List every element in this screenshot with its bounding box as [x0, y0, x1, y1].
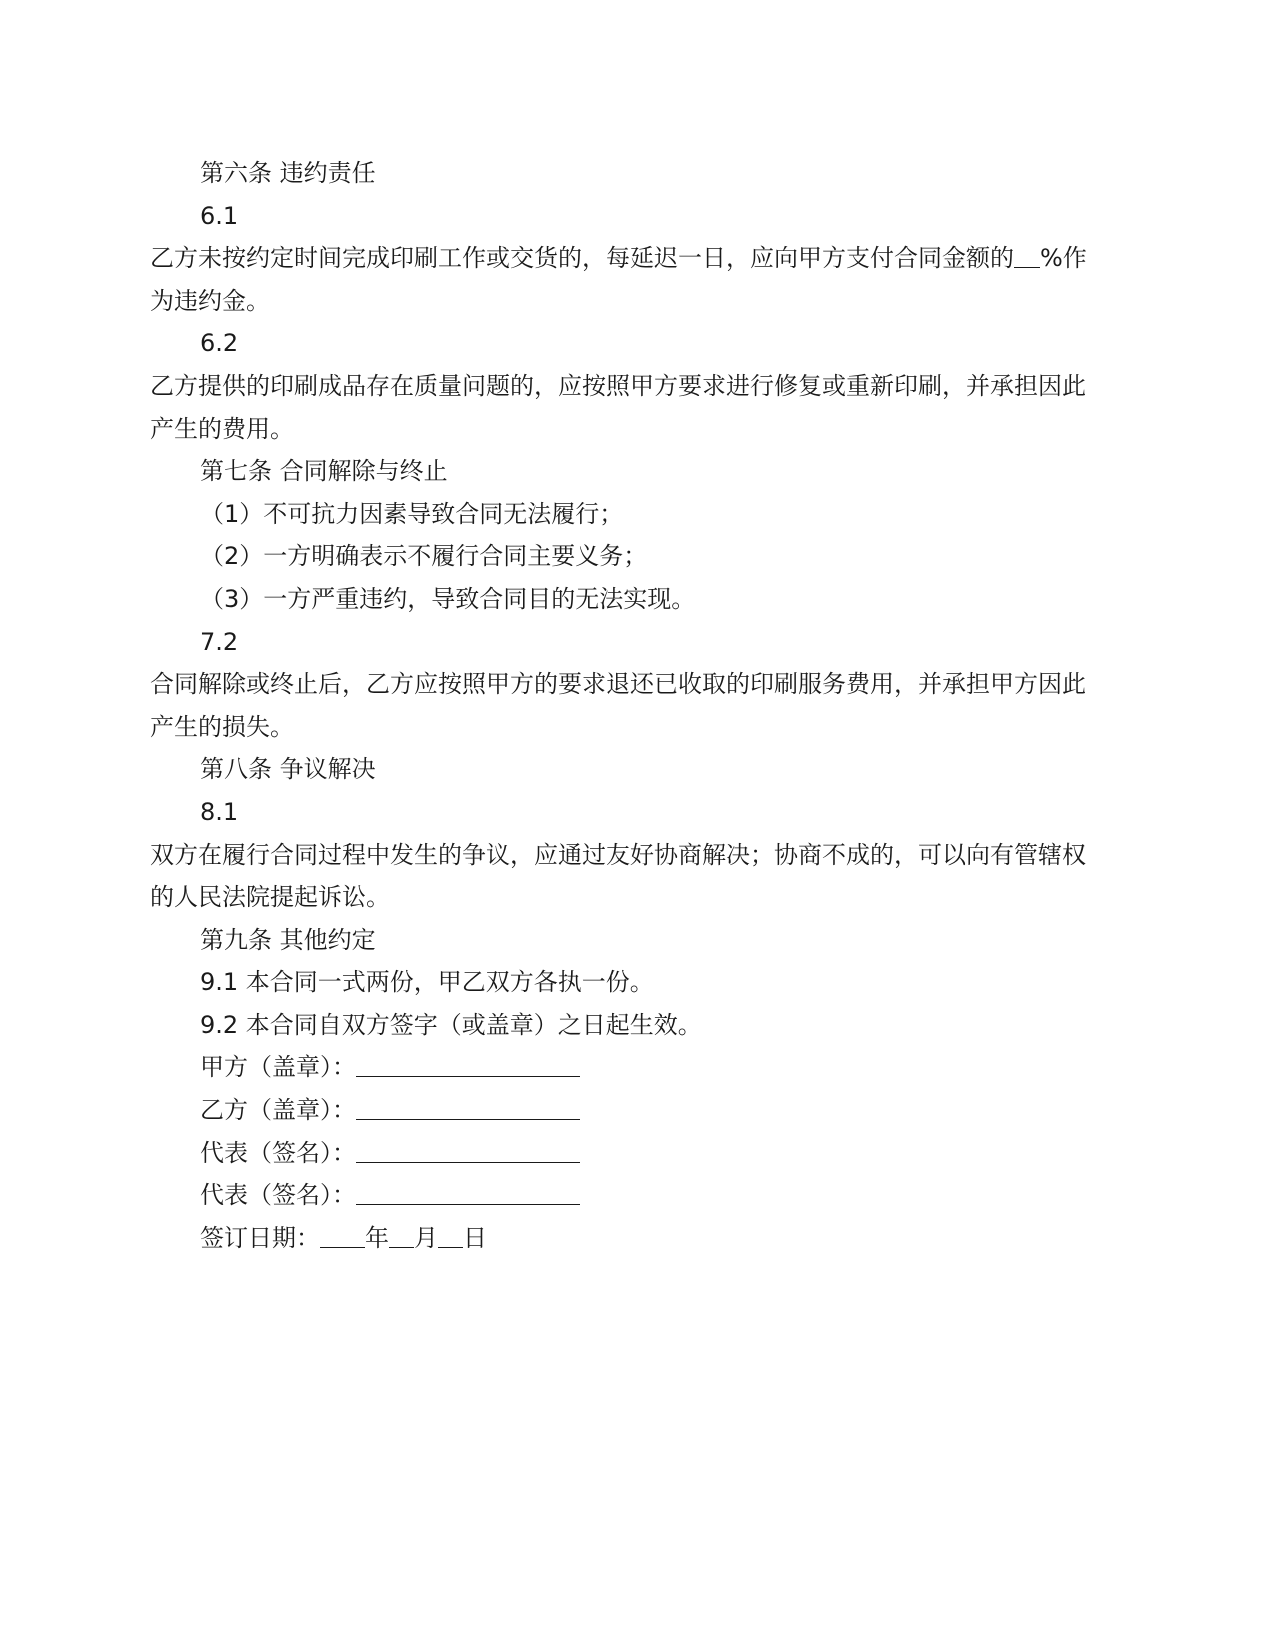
clause-7-2-text-line1: 合同解除或终止后，乙方应按照甲方的要求退还已收取的印刷服务费用，并承担甲方因此 — [150, 670, 1086, 699]
clause-7-item3: （3）一方严重违约，导致合同目的无法实现。 — [200, 584, 696, 613]
rep-a-sign-label: 代表（签名）： — [200, 1138, 356, 1167]
clause-6-2-number: 6.2 — [200, 329, 239, 358]
clause-6-1-text-line1 — [150, 237, 1130, 280]
clause-6-1-text-a: 乙方未按约定时间完成印刷工作或交货的，每延迟一日，应向甲方支付合同金额的 — [150, 244, 1014, 273]
clause-6-1-number: 6.1 — [200, 201, 239, 230]
party-b-seal-line — [150, 1089, 1130, 1132]
party-b-seal-blank — [356, 1119, 580, 1120]
clause-6-2-text-line1: 乙方提供的印刷成品存在质量问题的，应按照甲方要求进行修复或重新印刷，并承担因此 — [150, 371, 1086, 400]
rep-a-sign-blank — [356, 1162, 580, 1163]
year-label: 年 — [365, 1223, 389, 1252]
sign-date-label: 签订日期： — [200, 1223, 320, 1252]
clause-7-2-text-line2: 产生的损失。 — [150, 712, 294, 741]
clause-7-item2: （2）一方明确表示不履行合同主要义务； — [200, 542, 648, 571]
day-blank — [438, 1247, 463, 1248]
clause-7-item1: （1）不可抗力因素导致合同无法履行； — [200, 499, 624, 528]
rep-b-sign-blank — [356, 1204, 580, 1205]
party-a-seal-line — [150, 1046, 1130, 1089]
sign-date-line — [150, 1217, 1130, 1260]
party-b-seal-label: 乙方（盖章）： — [200, 1096, 356, 1125]
clause-9-1: 9.1 本合同一式两份，甲乙双方各执一份。 — [200, 968, 654, 997]
clause-9-2: 9.2 本合同自双方签字（或盖章）之日起生效。 — [200, 1010, 702, 1039]
month-label: 月 — [414, 1223, 438, 1252]
percent-blank — [1014, 267, 1040, 268]
party-a-seal-blank — [356, 1076, 580, 1077]
clause-6-2-text-line2: 产生的费用。 — [150, 414, 294, 443]
clause-8-1-text-line2: 的人民法院提起诉讼。 — [150, 883, 390, 912]
clause-6-1-text-b: %作 — [1040, 244, 1087, 273]
clause-8-1-number: 8.1 — [200, 797, 239, 826]
rep-a-sign-line — [150, 1132, 1130, 1175]
clause-7-2-number: 7.2 — [200, 627, 239, 656]
clause-8-1-text-line1: 双方在履行合同过程中发生的争议，应通过友好协商解决；协商不成的，可以向有管辖权 — [150, 840, 1086, 869]
month-blank — [389, 1247, 414, 1248]
clause-6-1-text-line2: 为违约金。 — [150, 286, 270, 315]
party-a-seal-label: 甲方（盖章）： — [200, 1053, 356, 1082]
contract-body — [150, 152, 1130, 1259]
rep-b-sign-label: 代表（签名）： — [200, 1181, 356, 1210]
year-blank — [320, 1247, 365, 1248]
rep-b-sign-line — [150, 1174, 1130, 1217]
article8-title: 第八条 争议解决 — [200, 755, 376, 784]
article7-title: 第七条 合同解除与终止 — [200, 457, 448, 486]
day-label: 日 — [463, 1223, 487, 1252]
article6-title: 第六条 违约责任 — [200, 159, 376, 187]
article9-title: 第九条 其他约定 — [200, 925, 376, 954]
